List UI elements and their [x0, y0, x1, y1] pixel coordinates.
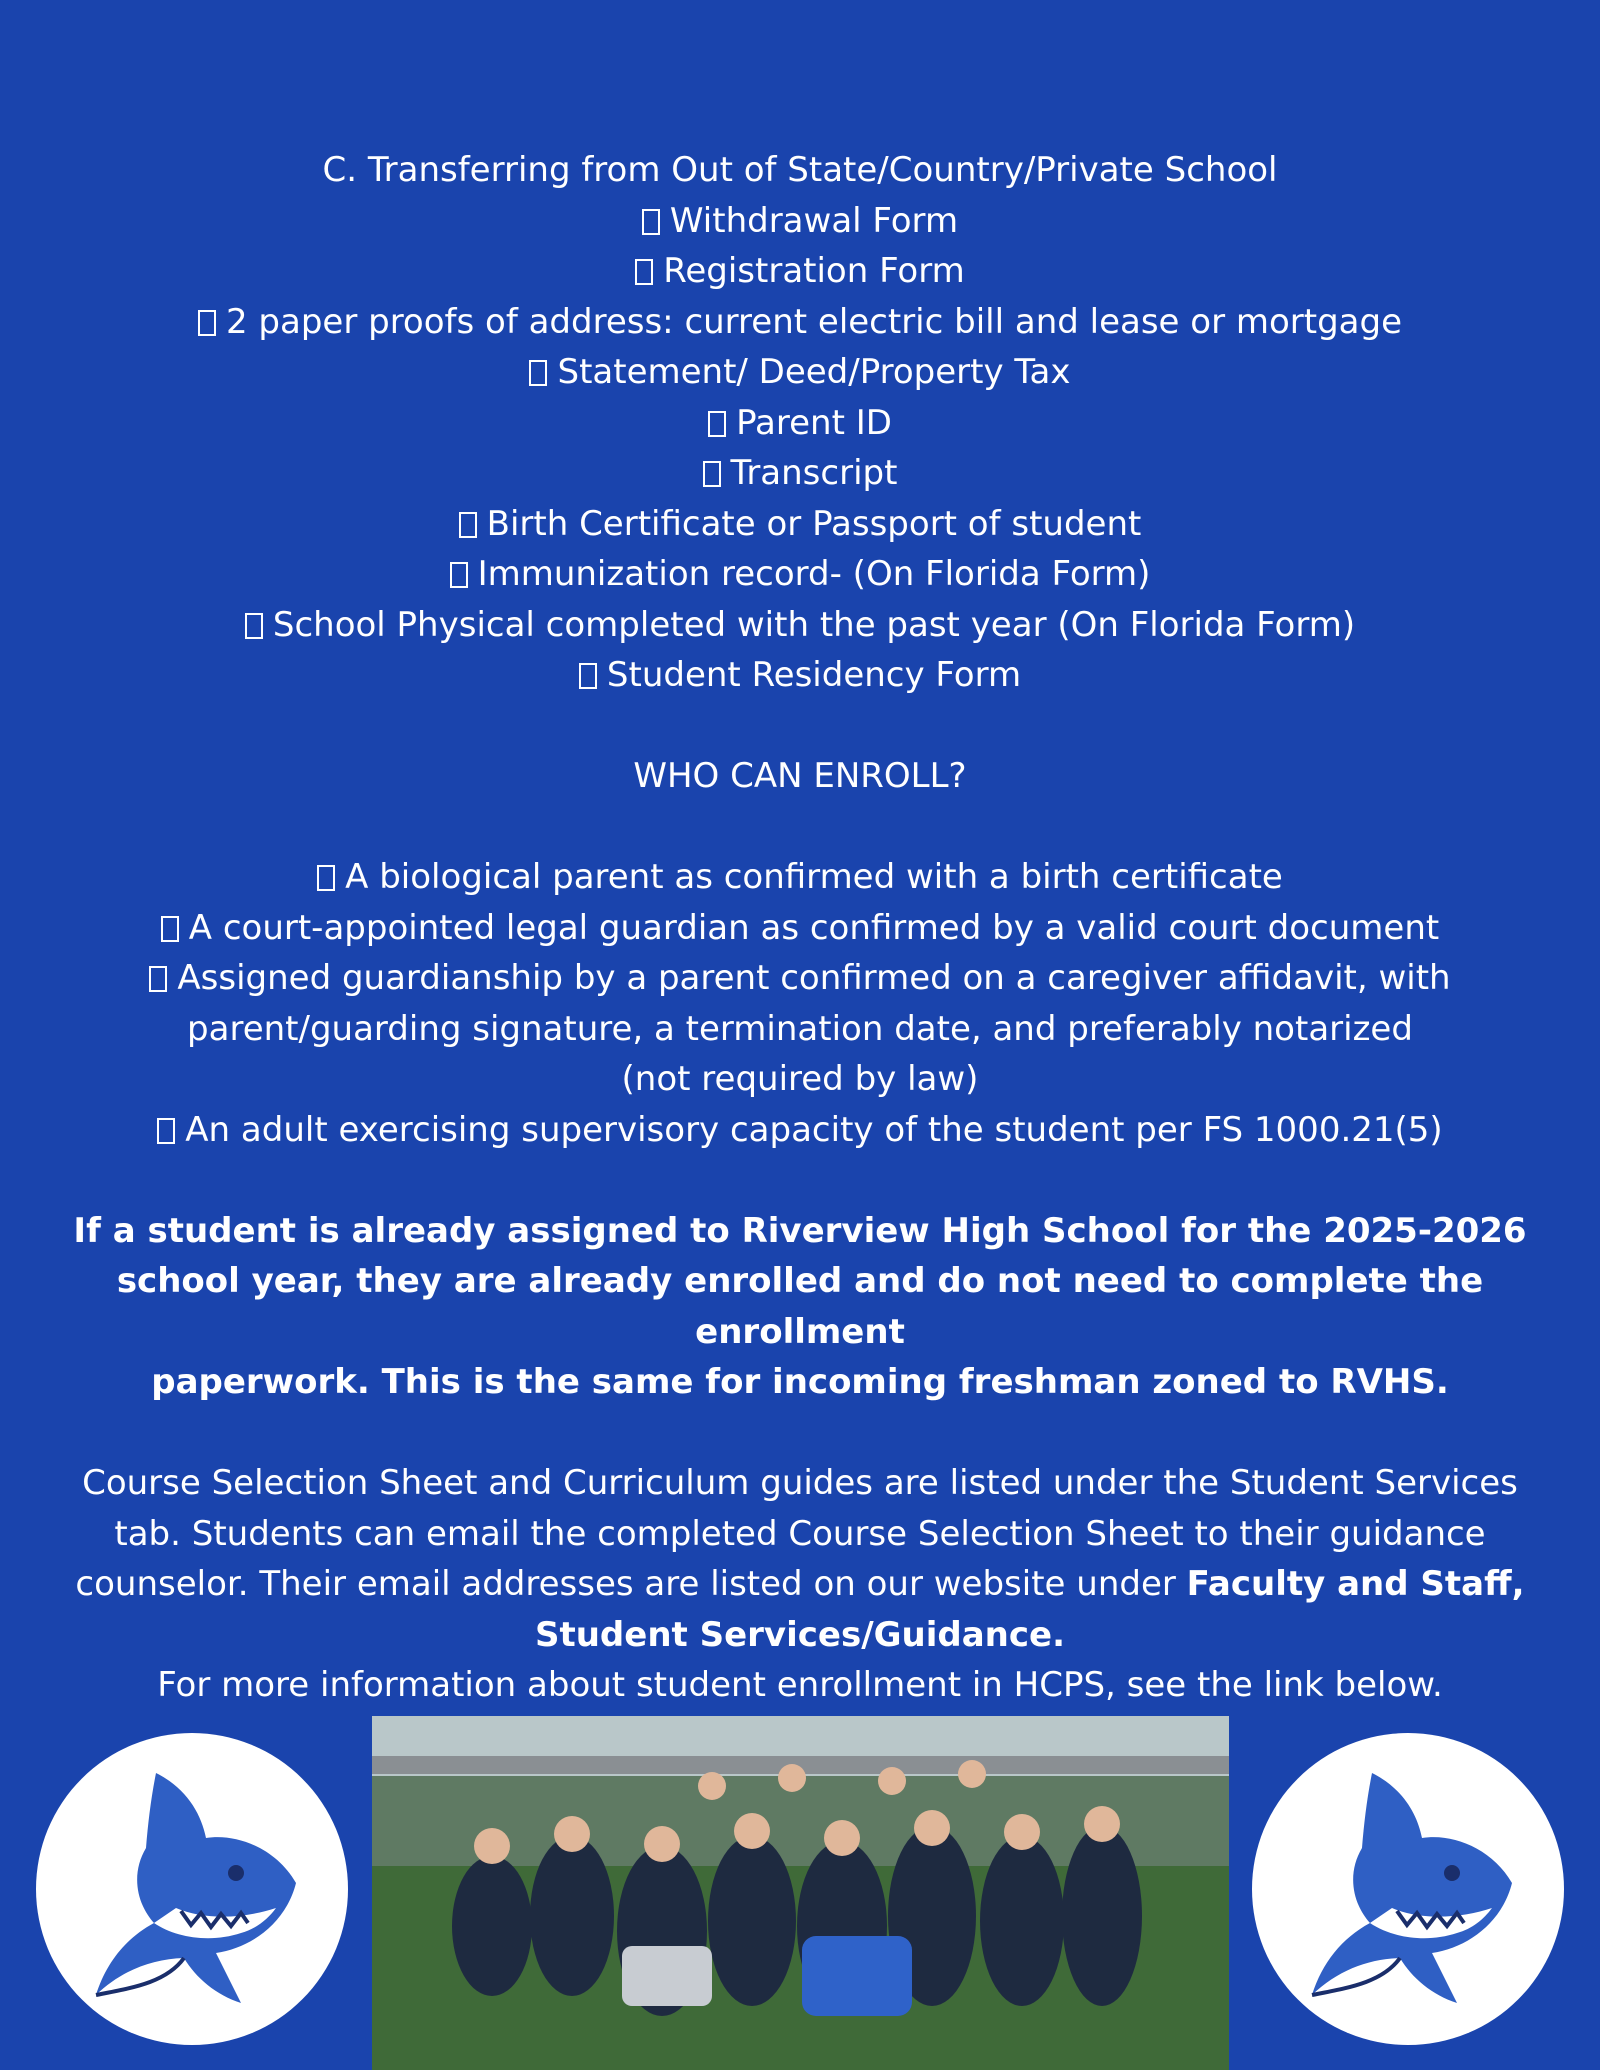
notice-line: If a student is already assigned to Riverview High School for the 2025-2026 — [73, 1210, 1527, 1251]
checkbox-icon — [450, 562, 468, 588]
who-can-enroll-heading: WHO CAN ENROLL? — [633, 756, 967, 796]
course-info-line: Student Services/Guidance. — [534, 1614, 1066, 1655]
enroll-item-cont: (not required by law) — [621, 1059, 979, 1099]
checkbox-icon — [149, 966, 167, 992]
enroll-item: Assigned guardianship by a parent confirmed on a caregiver affidavit, with — [40, 953, 1560, 1004]
group-photo-art — [372, 1716, 1229, 2070]
checklist-item: Registration Form — [40, 246, 1560, 297]
checkbox-icon — [317, 865, 335, 891]
checklist-item: Student Residency Form — [40, 650, 1560, 701]
checkbox-icon — [703, 461, 721, 487]
checklist-item: School Physical completed with the past year (On Florida Form) — [40, 600, 1560, 651]
checklist-item: Withdrawal Form — [40, 196, 1560, 247]
shark-logo-right — [1252, 1733, 1564, 2045]
enroll-item: A court-appointed legal guardian as confirmed by a valid court document — [40, 903, 1560, 954]
checkbox-icon — [245, 613, 263, 639]
checklist-item: 2 paper proofs of address: current electric bill and lease or mortgage — [40, 297, 1560, 348]
enroll-item: A biological parent as confirmed with a birth certificate — [40, 852, 1560, 903]
checklist-item: Immunization record- (On Florida Form) — [40, 549, 1560, 600]
checkbox-icon — [459, 512, 477, 538]
checklist-item: Parent ID — [40, 398, 1560, 449]
notice-line: paperwork. This is the same for incoming freshman zoned to RVHS. — [151, 1362, 1449, 1402]
course-info-line: counselor. Their email addresses are listed on our website under Faculty and Staff, — [75, 1564, 1525, 1604]
checkbox-icon — [642, 209, 660, 235]
shark-mascot-icon — [36, 1733, 348, 2045]
checkbox-icon — [579, 663, 597, 689]
course-info-line: tab. Students can email the completed Course Selection Sheet to their guidance — [114, 1513, 1486, 1554]
checkbox-icon — [157, 1118, 175, 1144]
enroll-item-cont: parent/guarding signature, a termination date, and preferably notarized — [187, 1008, 1413, 1049]
checkbox-icon — [708, 411, 726, 437]
course-info-line: For more information about student enrollment in HCPS, see the link below. — [157, 1665, 1443, 1705]
checklist-item: Statement/ Deed/Property Tax — [40, 347, 1560, 398]
notice-line: school year, they are already enrolled and do not need to complete the enrollment — [116, 1261, 1484, 1352]
section-c-heading: C. Transferring from Out of State/Country/Private School — [322, 150, 1278, 190]
checklist-item: Transcript — [40, 448, 1560, 499]
enroll-item: An adult exercising supervisory capacity of the student per FS 1000.21(5) — [40, 1105, 1560, 1156]
checkbox-icon — [198, 310, 216, 336]
checklist-item: Birth Certificate or Passport of student — [40, 499, 1560, 550]
staff-group-photo — [372, 1716, 1229, 2070]
checkbox-icon — [529, 360, 547, 386]
flyer-text — [40, 145, 1560, 1761]
course-info-line: Course Selection Sheet and Curriculum guides are listed under the Student Services — [82, 1463, 1518, 1503]
shark-logo-left — [36, 1733, 348, 2045]
checkbox-icon — [161, 916, 179, 942]
shark-mascot-icon — [1252, 1733, 1564, 2045]
checkbox-icon — [635, 259, 653, 285]
